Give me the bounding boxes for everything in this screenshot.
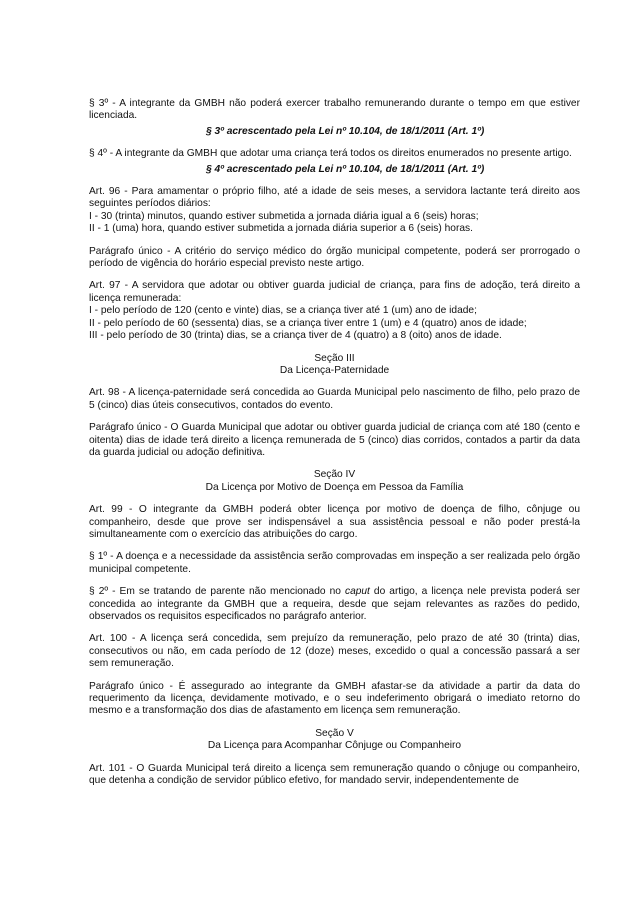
section-heading	[89, 353, 580, 378]
paragraph-text-end: do artigo, a licença nele prevista poderá ser concedida ao integrante da GMBH que a requeira, desde que sejam relevantes as razões do pedido, observados os requisitos especificados no parágrafo anterior.	[89, 586, 580, 622]
article-item: I - pelo período de 120 (cento e vinte) dias, se a criança tiver até 1 (um) ano de idade;	[89, 305, 477, 317]
amendment-note	[89, 126, 580, 138]
article-item: I - 30 (trinta) minutos, quando estiver submetida a jornada diária igual a 6 (seis) horas;	[89, 210, 479, 222]
article-intro: Art. 97 - A servidora que adotar ou obtiver guarda judicial de criança, para fins de adoção, terá direito a licença remunerada:	[89, 280, 580, 304]
section-heading	[89, 728, 580, 753]
section-number: Seção IV	[313, 469, 356, 481]
article-item: III - pelo período de 30 (trinta) dias, se a criança tiver de 4 (quatro) a 8 (oito) anos de idade.	[89, 330, 502, 342]
paragraph: Art. 100 - A licença será concedida, sem prejuízo da remuneração, pelo prazo de até 30 (trinta) dias, consecutivos ou não, em cada período de 12 (doze) meses, excedido o qual a concessão passará a ser sem remuneração.	[89, 633, 580, 670]
article-intro: Art. 96 - Para amamentar o próprio filho, até a idade de seis meses, a servidora lactante terá direito aos seguintes períodos diários:	[89, 186, 580, 210]
document-page	[89, 98, 580, 797]
section-heading	[89, 469, 580, 494]
section-number: Seção III	[314, 352, 355, 364]
amendment-note-text: § 4º acrescentado pela Lei nº 10.104, de 18/1/2011 (Art. 1º)	[206, 163, 485, 175]
article-with-items	[89, 280, 580, 342]
amendment-note-text: § 3º acrescentado pela Lei nº 10.104, de 18/1/2011 (Art. 1º)	[206, 125, 485, 137]
caput-term: caput	[344, 586, 370, 598]
paragraph: Parágrafo único - É assegurado ao integrante da GMBH afastar-se da atividade a partir da data do requerimento da licença, devidamente motivado, e o seu indeferimento obrigará o imediato retorno do mesmo e a transformação dos dias de afastamento em licença sem remuneração.	[89, 680, 580, 717]
paragraph: Parágrafo único - A critério do serviço médico do órgão municipal competente, poderá ser prorrogado o período de vigência do horário especial previsto neste artigo.	[89, 245, 580, 270]
paragraph: § 3º - A integrante da GMBH não poderá exercer trabalho remunerando durante o tempo em que estiver licenciada.	[89, 98, 580, 122]
paragraph: § 4º - A integrante da GMBH que adotar uma criança terá todos os direitos enumerados no presente artigo.	[89, 148, 572, 160]
paragraph: Art. 98 - A licença-paternidade será concedida ao Guarda Municipal pelo nascimento de filho, pelo prazo de 5 (cinco) dias úteis consecutivos, contados do evento.	[89, 387, 580, 411]
paragraph: § 1º - A doença e a necessidade da assistência serão comprovadas em inspeção a ser realizada pelo órgão municipal competente.	[89, 551, 580, 575]
article-with-items	[89, 186, 580, 236]
paragraph: Parágrafo único - O Guarda Municipal que adotar ou obtiver guarda judicial de criança com até 180 (cento e oitenta) dias de idade terá direito a licença remunerada de 5 (cinco) dias corridos, contados a partir da data da guarda judicial ou adoção definitiva.	[89, 422, 580, 458]
paragraph-text-start: § 2º - Em se tratando de parente não mencionado no	[89, 586, 345, 598]
paragraph: Art. 101 - O Guarda Municipal terá direito a licença sem remuneração quando o cônjuge ou companheiro, que detenha a condição de servidor público efetivo, for mandado servir, independentemente de	[89, 762, 580, 787]
section-title: Da Licença para Acompanhar Cônjuge ou Companheiro	[207, 740, 462, 752]
section-number: Seção V	[315, 727, 354, 739]
paragraph: Art. 99 - O integrante da GMBH poderá obter licença por motivo de doença de filho, cônjuge ou companheiro, desde que prove ser indispensável a sua assistência pessoal e não poder prestá-la simultaneamente com o exercício das atribuições do cargo.	[89, 504, 580, 540]
article-item: II - pelo período de 60 (sessenta) dias, se a criança tiver entre 1 (um) e 4 (quatro) anos de idade;	[89, 317, 527, 329]
amendment-note	[89, 164, 580, 176]
section-title: Da Licença por Motivo de Doença em Pessoa da Família	[205, 481, 464, 493]
paragraph	[89, 586, 580, 623]
article-item: II - 1 (uma) hora, quando estiver submetida a jornada diária superior a 6 (seis) horas.	[89, 223, 473, 235]
section-title: Da Licença-Paternidade	[279, 364, 390, 376]
